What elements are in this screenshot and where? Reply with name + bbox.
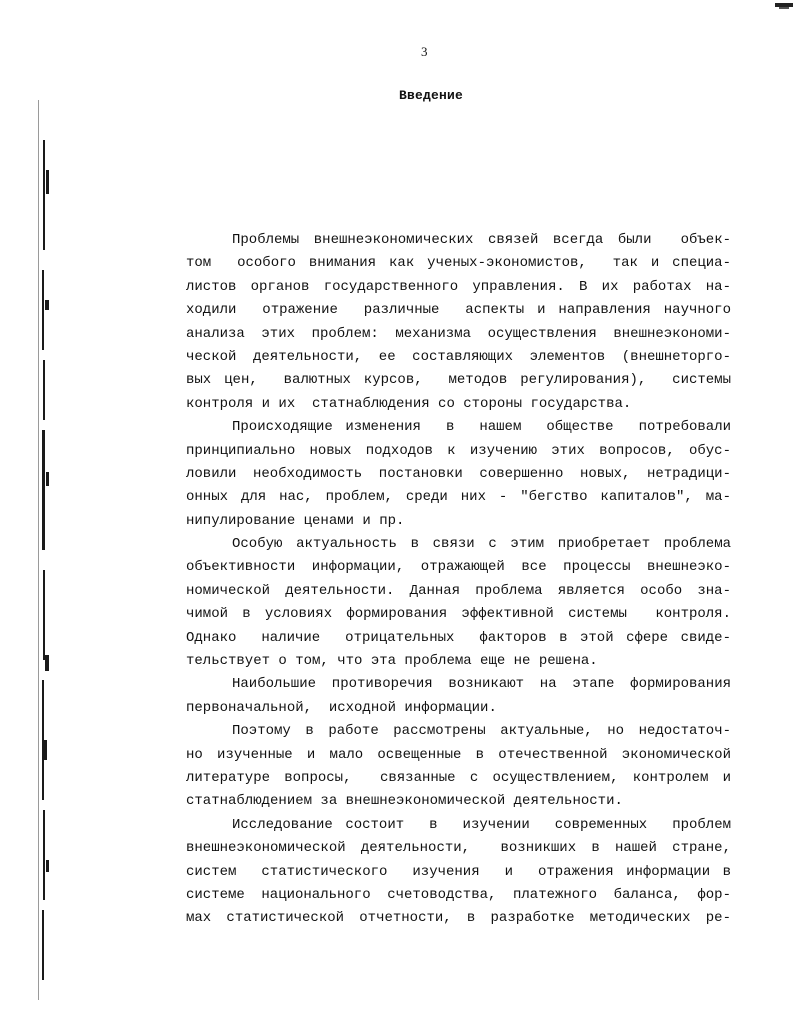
text-line: мах статистической отчетности, в разработке методических ре- bbox=[186, 910, 731, 927]
text-line: систем статистического изучения и отражения информации в bbox=[186, 863, 731, 880]
text-line: листов органов государственного управления. В их работах на- bbox=[186, 278, 731, 295]
text-line: внешнеэкономической деятельности, возникших в нашей стране, bbox=[186, 840, 731, 857]
text-line: том особого внимания как ученых-экономистов, так и специа- bbox=[186, 255, 731, 272]
text-line: анализа этих проблем: механизма осуществления внешнеэкономи- bbox=[186, 325, 731, 342]
text-line: Наибольшие противоречия возникают на этапе формирования bbox=[232, 676, 731, 693]
text-line: Особую актуальность в связи с этим приобретает проблема bbox=[232, 536, 731, 553]
text-line: нипулирование ценами и пр. bbox=[186, 512, 405, 529]
paragraph bbox=[186, 814, 731, 931]
text-line: Проблемы внешнеэкономических связей всегда были объек- bbox=[232, 232, 731, 248]
text-line: онных для нас, проблем, среди них - "бегство капиталов", ма- bbox=[186, 489, 731, 506]
page-number: 3 bbox=[421, 44, 428, 59]
scan-binding-edge bbox=[34, 100, 54, 1020]
text-line: Происходящие изменения в нашем обществе потребовали bbox=[232, 419, 731, 436]
text-line: Поэтому в работе рассмотрены актуальные, но недостаточ- bbox=[232, 723, 731, 740]
text-line: вых цен, валютных курсов, методов регулирования), системы bbox=[186, 372, 731, 389]
text-line: первоначальной, исходной информации. bbox=[186, 699, 497, 716]
paragraph bbox=[186, 673, 731, 720]
text-line: литературе вопросы, связанные с осуществлением, контролем и bbox=[186, 769, 731, 786]
text-line: ходили отражение различные аспекты и направления научного bbox=[186, 302, 731, 319]
scan-corner-mark bbox=[773, 0, 795, 10]
text-line: номической деятельности. Данная проблема является особо зна- bbox=[186, 582, 731, 599]
paragraph bbox=[186, 533, 731, 673]
text-line: тельствует о том, что эта проблема еще не решена. bbox=[186, 653, 598, 670]
text-line: ческой деятельности, ее составляющих элементов (внешнеторго- bbox=[186, 348, 731, 365]
text-line: системе национального счетоводства, платежного баланса, фор- bbox=[186, 886, 731, 903]
text-line: Однако наличие отрицательных факторов в этой сфере свиде- bbox=[186, 629, 731, 646]
text-line: контроля и их статнаблюдения со стороны государства. bbox=[186, 395, 632, 412]
paragraph bbox=[186, 229, 731, 416]
text-line: ловили необходимость постановки совершенно новых, нетрадици- bbox=[186, 465, 731, 482]
body-text bbox=[186, 229, 731, 931]
text-line: принципиально новых подходов к изучению этих вопросов, обус- bbox=[186, 442, 731, 459]
paragraph bbox=[186, 416, 731, 533]
text-line: Исследование состоит в изучении современных проблем bbox=[232, 816, 731, 833]
text-line: но изученные и мало освещенные в отечественной экономической bbox=[186, 746, 731, 763]
text-line: чимой в условиях формирования эффективной системы контроля. bbox=[186, 606, 731, 623]
text-line: статнаблюдением за внешнеэкономической деятельности. bbox=[186, 793, 623, 810]
text-line: объективности информации, отражающей все процессы внешнеэко- bbox=[186, 559, 731, 576]
paragraph bbox=[186, 720, 731, 814]
section-heading: Введение bbox=[398, 88, 463, 103]
